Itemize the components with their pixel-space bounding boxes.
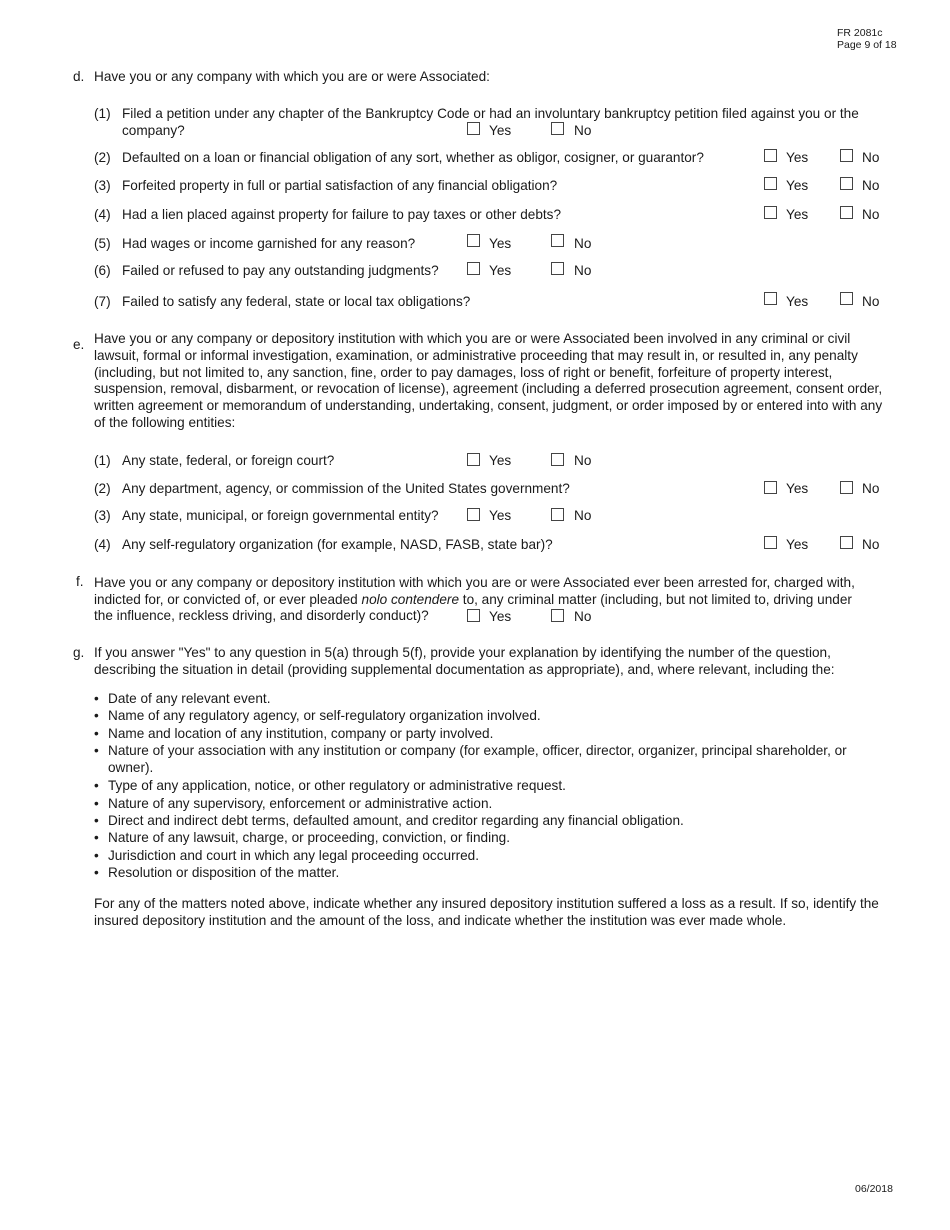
d4-no-checkbox[interactable] [840,206,853,219]
d5-yes-checkbox[interactable] [467,234,480,247]
d2-yes-checkbox[interactable] [764,149,777,162]
d3-yes-checkbox[interactable] [764,177,777,190]
e3-yes-label: Yes [489,508,512,523]
e2-yes-checkbox[interactable] [764,481,777,494]
section-e-letter: e. [73,337,85,352]
d3-no-checkbox[interactable] [840,177,853,190]
f-yes-label: Yes [489,609,512,624]
list-item: • Date of any relevant event. [94,690,864,707]
d7-no-checkbox[interactable] [840,292,853,305]
e1-question: Any state, federal, or foreign court? [122,453,335,468]
d2-number: (2) [94,150,111,165]
d5-question: Had wages or income garnished for any reason? [122,236,416,251]
section-f-line2: indicted for, or convicted of, or ever pleaded nolo contendere to, any criminal matter (including, but not limited to, driving under [94,592,852,607]
e4-number: (4) [94,537,111,552]
d2-no-checkbox[interactable] [840,149,853,162]
d7-yes-label: Yes [786,294,809,309]
section-d-letter: d. [73,69,85,84]
list-item: • Nature of any lawsuit, charge, or proceeding, conviction, or finding. [94,829,864,846]
d2-question: Defaulted on a loan or financial obligation of any sort, whether as obligor, cosigner, or guarantor? [122,150,704,165]
d7-number: (7) [94,294,111,309]
e4-question: Any self-regulatory organization (for example, NASD, FASB, state bar)? [122,537,553,552]
d4-number: (4) [94,207,111,222]
section-e-text: Have you or any company or depository institution with which you are or were Associated been involved in any criminal or civil lawsuit, formal or informal investigation, examination, or administrative proceeding that may result in, or resulted in, any penalty (including, but not limited to, any sanction, fine, order to pay damages, loss of right or benefit, forfeiture of property interest, suspension, removal, disbarment, or revocation of license), agreement (including a deferred prosecution agreement, consent order, written agreement or memorandum of understanding, undertaking, consent, judgment, or order imposed by or entered into with any of the following entities: [94,331,883,430]
e3-no-label: No [574,508,592,523]
d4-question: Had a lien placed against property for failure to pay taxes or other debts? [122,207,562,222]
d7-yes-checkbox[interactable] [764,292,777,305]
d1-yes-checkbox[interactable] [467,122,480,135]
f-yes-checkbox[interactable] [467,609,480,622]
e4-no-checkbox[interactable] [840,536,853,549]
d3-no-label: No [862,178,880,193]
section-d-intro: Have you or any company with which you are or were Associated: [94,69,490,84]
d6-no-label: No [574,263,592,278]
d2-yes-label: Yes [786,150,809,165]
d4-yes-label: Yes [786,207,809,222]
section-f-letter: f. [76,574,84,589]
list-item: • Resolution or disposition of the matter. [94,864,864,881]
list-item: • Jurisdiction and court in which any legal proceeding occurred. [94,847,864,864]
e2-number: (2) [94,481,111,496]
d6-yes-checkbox[interactable] [467,262,480,275]
e4-yes-label: Yes [786,537,809,552]
d1-question-line2: company? [122,123,185,138]
e1-yes-label: Yes [489,453,512,468]
list-item: • Name of any regulatory agency, or self-regulatory organization involved. [94,707,864,724]
form-id: FR 2081c [837,27,883,39]
d4-no-label: No [862,207,880,222]
section-g-text: If you answer "Yes" to any question in 5(a) through 5(f), provide your explanation by identifying the number of the question, describing the situation in detail (providing supplemental documentation as appropriate), and, where relevant, including the: [94,645,835,677]
e3-question: Any state, municipal, or foreign governmental entity? [122,508,439,523]
e2-yes-label: Yes [786,481,809,496]
e1-no-checkbox[interactable] [551,453,564,466]
d7-no-label: No [862,294,880,309]
d3-number: (3) [94,178,111,193]
list-item: • Type of any application, notice, or other regulatory or administrative request. [94,777,864,794]
d5-number: (5) [94,236,111,251]
e1-yes-checkbox[interactable] [467,453,480,466]
e4-no-label: No [862,537,880,552]
d3-question: Forfeited property in full or partial satisfaction of any financial obligation? [122,178,558,193]
d1-yes-label: Yes [489,123,512,138]
e4-yes-checkbox[interactable] [764,536,777,549]
d1-no-label: No [574,123,592,138]
f-no-label: No [574,609,592,624]
f-no-checkbox[interactable] [551,609,564,622]
section-f-line3: the influence, reckless driving, and disorderly conduct)? [94,608,429,623]
list-item: • Name and location of any institution, company or party involved. [94,725,864,742]
d5-yes-label: Yes [489,236,512,251]
section-g-letter: g. [73,645,85,660]
section-g-closing: For any of the matters noted above, indicate whether any insured depository institution suffered a loss as a result. If so, identify the insured depository institution and the amount of the loss, and indicate whether the institution was ever made whole. [94,896,879,928]
e3-yes-checkbox[interactable] [467,508,480,521]
d2-no-label: No [862,150,880,165]
d7-question: Failed to satisfy any federal, state or local tax obligations? [122,294,471,309]
d4-yes-checkbox[interactable] [764,206,777,219]
d5-no-checkbox[interactable] [551,234,564,247]
d6-no-checkbox[interactable] [551,262,564,275]
d1-question-line1: Filed a petition under any chapter of the Bankruptcy Code or had an involuntary bankruptcy petition filed against you or the [122,106,859,121]
d5-no-label: No [574,236,592,251]
e2-no-checkbox[interactable] [840,481,853,494]
list-item: • Nature of any supervisory, enforcement or administrative action. [94,795,864,812]
d1-number: (1) [94,106,111,121]
d6-question: Failed or refused to pay any outstanding judgments? [122,263,439,278]
page-number: Page 9 of 18 [837,39,897,51]
revision-date: 06/2018 [855,1183,893,1195]
e2-no-label: No [862,481,880,496]
e1-no-label: No [574,453,592,468]
section-f-line1: Have you or any company or depository institution with which you are or were Associated ever been arrested for, charged with, [94,575,855,590]
d3-yes-label: Yes [786,178,809,193]
list-item: • Direct and indirect debt terms, defaulted amount, and creditor regarding any financial obligation. [94,812,864,829]
list-item: • Nature of your association with any institution or company (for example, officer, director, organizer, principal shareholder, or owner). [94,742,864,777]
e3-no-checkbox[interactable] [551,508,564,521]
e2-question: Any department, agency, or commission of the United States government? [122,481,570,496]
e3-number: (3) [94,508,111,523]
d6-yes-label: Yes [489,263,512,278]
e1-number: (1) [94,453,111,468]
section-g-bullet-list [94,690,864,881]
d6-number: (6) [94,263,111,278]
d1-no-checkbox[interactable] [551,122,564,135]
